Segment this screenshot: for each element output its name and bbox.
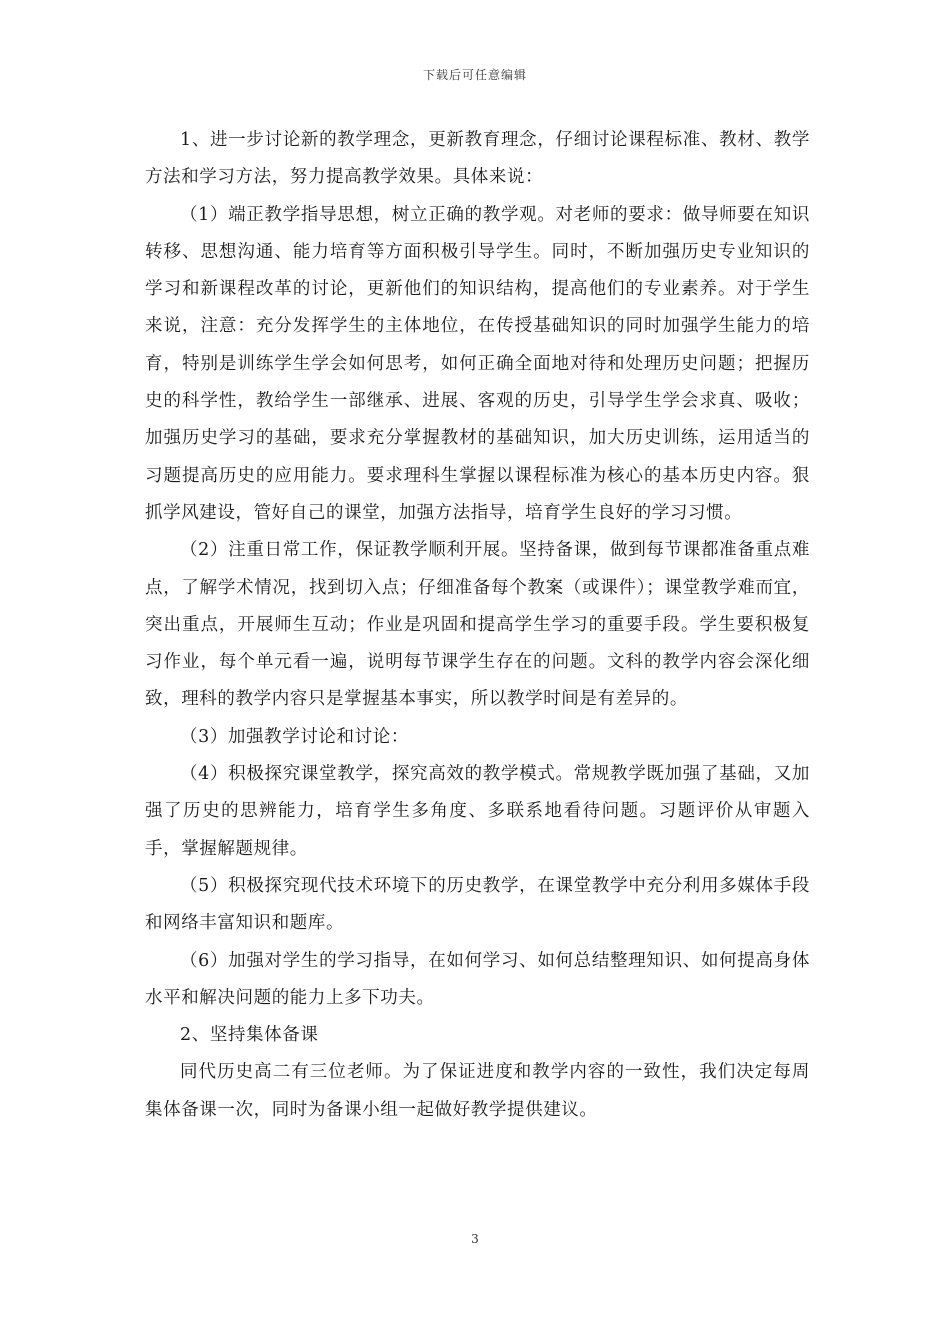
paragraph-4: （3）加强教学讨论和讨论： <box>180 726 409 747</box>
paragraph-1: 1、进一步讨论新的教学理念，更新教育理念，仔细讨论课程标准、教材、教学方法和学习方法，努力提高教学效果。具体来说： <box>145 130 810 188</box>
header-note: 下载后可任意编辑 <box>422 68 527 82</box>
page-number: 3 <box>471 1232 479 1246</box>
paragraph-6: （5）积极探究现代技术环境下的历史教学，在课堂教学中充分利用多媒体手段和网络丰富知识和题库。 <box>145 875 810 934</box>
document-body <box>145 122 810 1129</box>
paragraph-8: 2、坚持集体备课 <box>180 1025 319 1046</box>
paragraph-5: （4）积极探究课堂教学，探究高效的教学模式。常规教学既加强了基础，又加强了历史的思辨能力，培育学生多角度、多联系地看待问题。习题评价从审题入手，掌握解题规律。 <box>145 764 810 859</box>
paragraph-9: 同代历史高二有三位老师。为了保证进度和教学内容的一致性，我们决定每周集体备课一次，同时为备课小组一起做好教学提供建议。 <box>145 1062 810 1120</box>
paragraph-2: （1）端正教学指导思想，树立正确的教学观。对老师的要求：做导师要在知识转移、思想沟通、能力培育等方面积极引导学生。同时，不断加强历史专业知识的学习和新课程改革的讨论，更新他们的知识结构，提高他们的专业素养。对于学生来说，注意：充分发挥学生的主体地位，在传授基础知识的同时加强学生能力的培育，特别是训练学生学会如何思考，如何正确全面地对待和处理历史问题；把握历史的科学性，教给学生一部继承、进展、客观的历史，引导学生学会求真、吸收；加强历史学习的基础，要求充分掌握教材的基础知识，加大历史训练，运用适当的习题提高历史的应用能力。要求理科生掌握以课程标准为核心的基本历史内容。狠抓学风建设，管好自己的课堂，加强方法指导，培育学生良好的学习习惯。 <box>145 204 810 523</box>
paragraph-7: （6）加强对学生的学习指导，在如何学习、如何总结整理知识、如何提高身体水平和解决问题的能力上多下功夫。 <box>145 950 810 1008</box>
paragraph-3: （2）注重日常工作，保证教学顺利开展。坚持备课，做到每节课都准备重点难点，了解学术情况，找到切入点；仔细准备每个教案（或课件）；课堂教学难而宜，突出重点，开展师生互动；作业是巩固和提高学生学习的重要手段。学生要积极复习作业，每个单元看一遍，说明每节课学生存在的问题。文科的教学内容会深化细致，理科的教学内容只是掌握基本事实，所以教学时间是有差异的。 <box>145 540 810 710</box>
